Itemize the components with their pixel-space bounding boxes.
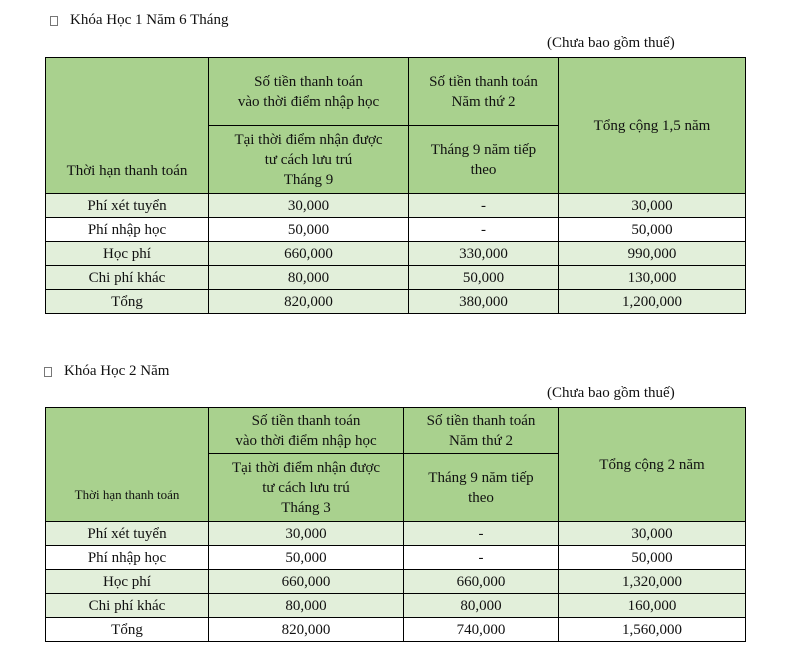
header-col1-sub: Tại thời điểm nhận được tư cách lưu trú Tháng 9: [209, 126, 409, 194]
section-1-title-text: Khóa Học 1 Năm 6 Tháng: [70, 12, 229, 28]
fee-table-2: [45, 407, 746, 642]
table-row: Phí nhập học 50,000 - 50,000: [46, 218, 746, 242]
header-col1-top: Số tiền thanh toán vào thời điểm nhập học: [209, 58, 409, 126]
header-total: Tổng cộng 2 năm: [559, 408, 746, 522]
header-col1-sub: Tại thời điểm nhận được tư cách lưu trú Tháng 3: [209, 454, 404, 522]
header-payment-term: Thời hạn thanh toán: [46, 408, 209, 522]
table-row: Chi phí khác 80,000 50,000 130,000: [46, 266, 746, 290]
header-total: Tổng cộng 1,5 năm: [559, 58, 746, 194]
table-row-total: Tổng 820,000 380,000 1,200,000: [46, 290, 746, 314]
checkbox-bullet-icon: [44, 367, 52, 377]
checkbox-bullet-icon: [50, 16, 58, 26]
section-1-title: [50, 12, 228, 29]
table-row: Chi phí khác 80,000 80,000 160,000: [46, 594, 746, 618]
header-col1-top: Số tiền thanh toán vào thời điểm nhập học: [209, 408, 404, 454]
table-row: Học phí 660,000 330,000 990,000: [46, 242, 746, 266]
fee-table-1: [45, 57, 746, 314]
header-col2-top: Số tiền thanh toán Năm thứ 2: [409, 58, 559, 126]
section-2-title-text: Khóa Học 2 Năm: [64, 363, 170, 379]
header-col2-top: Số tiền thanh toán Năm thứ 2: [404, 408, 559, 454]
header-col2-sub: Tháng 9 năm tiếp theo: [409, 126, 559, 194]
table-row: Phí xét tuyển 30,000 - 30,000: [46, 194, 746, 218]
table-row: Phí nhập học 50,000 - 50,000: [46, 546, 746, 570]
table-row: Học phí 660,000 660,000 1,320,000: [46, 570, 746, 594]
section-2-tax-note: (Chưa bao gồm thuế): [547, 385, 675, 401]
section-1-tax-note: (Chưa bao gồm thuế): [547, 35, 675, 51]
header-col2-sub: Tháng 9 năm tiếp theo: [404, 454, 559, 522]
table-row-total: Tổng 820,000 740,000 1,560,000: [46, 618, 746, 642]
table-row: Phí xét tuyển 30,000 - 30,000: [46, 522, 746, 546]
header-payment-term: Thời hạn thanh toán: [46, 58, 209, 194]
section-2-title: [44, 363, 169, 380]
